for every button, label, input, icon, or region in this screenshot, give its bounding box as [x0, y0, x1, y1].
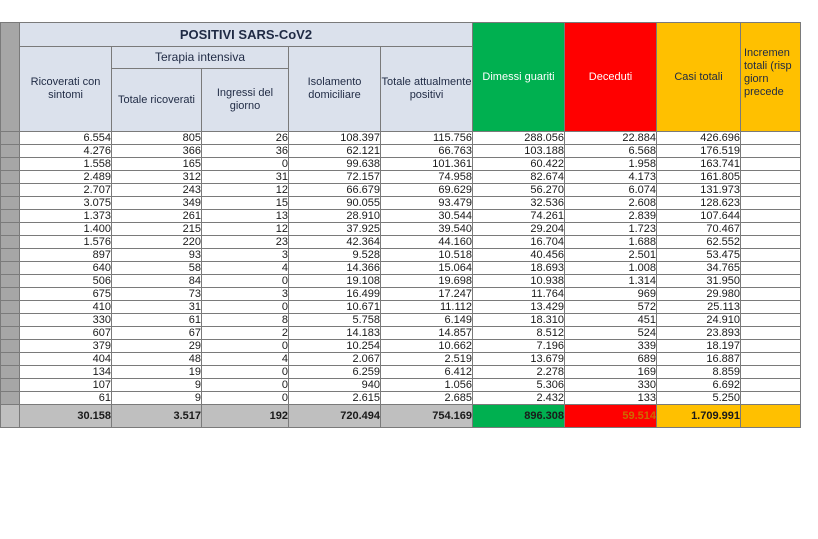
table-cell: 379: [20, 340, 112, 353]
table-cell-incremento: [741, 145, 801, 158]
table-cell: 4: [202, 262, 289, 275]
table-cell: 312: [112, 171, 202, 184]
table-cell: 13.679: [473, 353, 565, 366]
table-cell: 5.306: [473, 379, 565, 392]
table-cell: 451: [565, 314, 657, 327]
table-cell: 0: [202, 392, 289, 405]
table-cell: 18.197: [657, 340, 741, 353]
table-cell: 11.112: [381, 301, 473, 314]
table-cell: 82.674: [473, 171, 565, 184]
totals-cell: 720.494: [289, 405, 381, 428]
totals-cell: 1.709.991: [657, 405, 741, 428]
table-cell: 2.501: [565, 249, 657, 262]
table-cell-incremento: [741, 262, 801, 275]
row-stub: [1, 327, 20, 340]
table-cell: 2.839: [565, 210, 657, 223]
table-cell: 36: [202, 145, 289, 158]
table-row: [1, 236, 801, 249]
table-title: POSITIVI SARS-CoV2: [20, 23, 473, 47]
table-cell: 4.276: [20, 145, 112, 158]
table-cell: 115.756: [381, 132, 473, 145]
table-cell: 176.519: [657, 145, 741, 158]
table-cell: 103.188: [473, 145, 565, 158]
table-cell: 31: [202, 171, 289, 184]
table-cell: 524: [565, 327, 657, 340]
table-cell: 6.074: [565, 184, 657, 197]
table-cell: 26: [202, 132, 289, 145]
table-cell-incremento: [741, 379, 801, 392]
table-cell: 2.685: [381, 392, 473, 405]
table-row: [1, 275, 801, 288]
totals-cell: 192: [202, 405, 289, 428]
table-row: [1, 392, 801, 405]
table-cell: 31.950: [657, 275, 741, 288]
table-cell-incremento: [741, 197, 801, 210]
table-cell: 13: [202, 210, 289, 223]
table-cell: 66.679: [289, 184, 381, 197]
table-row: [1, 171, 801, 184]
table-cell: 9: [112, 379, 202, 392]
table-row: [1, 132, 801, 145]
table-row: [1, 314, 801, 327]
table-cell-incremento: [741, 171, 801, 184]
table-row: [1, 353, 801, 366]
row-stub: [1, 379, 20, 392]
table-cell-incremento: [741, 236, 801, 249]
table-cell: 131.973: [657, 184, 741, 197]
table-cell: 6.554: [20, 132, 112, 145]
table-cell: 62.552: [657, 236, 741, 249]
table-cell: 14.857: [381, 327, 473, 340]
table-cell: 6.568: [565, 145, 657, 158]
table-cell: 5.758: [289, 314, 381, 327]
table-row: [1, 210, 801, 223]
header-ricoverati-con-sintomi: Ricoverati con sintomi: [20, 47, 112, 132]
table-cell: 29.204: [473, 223, 565, 236]
table-row: [1, 223, 801, 236]
table-cell: 8.859: [657, 366, 741, 379]
table-cell: 72.157: [289, 171, 381, 184]
table-cell: 3: [202, 288, 289, 301]
table-row: [1, 197, 801, 210]
header-totale-attualmente-positivi: Totale attualmente positivi: [381, 47, 473, 132]
table-cell-incremento: [741, 366, 801, 379]
table-cell: 689: [565, 353, 657, 366]
table-cell: 18.693: [473, 262, 565, 275]
table-row: [1, 145, 801, 158]
table-row: [1, 340, 801, 353]
table-cell: 366: [112, 145, 202, 158]
table-cell: 133: [565, 392, 657, 405]
table-cell: 93.479: [381, 197, 473, 210]
table-row: [1, 327, 801, 340]
table-cell: 506: [20, 275, 112, 288]
table-cell: 0: [202, 366, 289, 379]
table-cell: 99.638: [289, 158, 381, 171]
table-cell: 607: [20, 327, 112, 340]
table-cell: 404: [20, 353, 112, 366]
table-cell: 5.250: [657, 392, 741, 405]
table-cell: 12: [202, 184, 289, 197]
covid-report-table-wrapper: [0, 22, 801, 428]
table-cell: 1.958: [565, 158, 657, 171]
table-cell: 1.723: [565, 223, 657, 236]
table-cell: 969: [565, 288, 657, 301]
table-cell: 61: [20, 392, 112, 405]
table-cell-incremento: [741, 132, 801, 145]
table-cell: 60.422: [473, 158, 565, 171]
table-cell: 349: [112, 197, 202, 210]
table-cell: 163.741: [657, 158, 741, 171]
table-cell: 44.160: [381, 236, 473, 249]
row-stub: [1, 184, 20, 197]
table-cell: 58: [112, 262, 202, 275]
table-cell: 8.512: [473, 327, 565, 340]
table-row: [1, 301, 801, 314]
totals-cell: 30.158: [20, 405, 112, 428]
table-cell: 18.310: [473, 314, 565, 327]
row-stub: [1, 236, 20, 249]
table-cell: 34.765: [657, 262, 741, 275]
table-cell-incremento: [741, 210, 801, 223]
header-casi-totali: Casi totali: [657, 23, 741, 132]
table-cell: 572: [565, 301, 657, 314]
table-cell-incremento: [741, 223, 801, 236]
table-cell: 22.884: [565, 132, 657, 145]
table-cell: 1.314: [565, 275, 657, 288]
table-cell: 330: [565, 379, 657, 392]
table-cell: 19.108: [289, 275, 381, 288]
table-cell-incremento: [741, 340, 801, 353]
table-cell: 67: [112, 327, 202, 340]
table-cell: 0: [202, 340, 289, 353]
table-cell: 288.056: [473, 132, 565, 145]
table-cell: 84: [112, 275, 202, 288]
table-cell: 6.692: [657, 379, 741, 392]
row-stub: [1, 353, 20, 366]
table-cell: 15: [202, 197, 289, 210]
table-cell: 53.475: [657, 249, 741, 262]
table-cell: 17.247: [381, 288, 473, 301]
table-cell: 1.400: [20, 223, 112, 236]
table-cell: 1.373: [20, 210, 112, 223]
table-cell: 1.008: [565, 262, 657, 275]
table-cell: 101.361: [381, 158, 473, 171]
row-stub: [1, 197, 20, 210]
table-cell: 2.519: [381, 353, 473, 366]
table-cell: 0: [202, 379, 289, 392]
table-cell: 61: [112, 314, 202, 327]
table-cell: 9: [112, 392, 202, 405]
table-cell: 1.056: [381, 379, 473, 392]
header-totale-ricoverati: Totale ricoverati: [112, 69, 202, 132]
row-stub: [1, 366, 20, 379]
row-stub: [1, 275, 20, 288]
table-cell: 66.763: [381, 145, 473, 158]
totals-cell: 59.514: [565, 405, 657, 428]
table-cell: 32.536: [473, 197, 565, 210]
header-incremento: Incremen totali (risp giorn precede: [741, 23, 801, 132]
table-cell: 24.910: [657, 314, 741, 327]
table-cell: 15.064: [381, 262, 473, 275]
header-dimessi-guariti: Dimessi guariti: [473, 23, 565, 132]
table-cell: 10.254: [289, 340, 381, 353]
row-stub: [1, 132, 20, 145]
table-cell: 62.121: [289, 145, 381, 158]
table-cell: 410: [20, 301, 112, 314]
table-cell: 19: [112, 366, 202, 379]
table-cell: 2.432: [473, 392, 565, 405]
table-cell: 339: [565, 340, 657, 353]
covid-report-table: [0, 22, 801, 428]
table-cell-incremento: [741, 301, 801, 314]
table-cell: 10.518: [381, 249, 473, 262]
table-cell-incremento: [741, 392, 801, 405]
table-cell: 6.259: [289, 366, 381, 379]
table-cell: 6.412: [381, 366, 473, 379]
table-cell: 16.499: [289, 288, 381, 301]
totals-row: [1, 405, 801, 428]
table-cell: 39.540: [381, 223, 473, 236]
table-cell: 2.489: [20, 171, 112, 184]
table-cell: 220: [112, 236, 202, 249]
table-cell: 2.067: [289, 353, 381, 366]
table-cell: 3: [202, 249, 289, 262]
row-stub: [1, 262, 20, 275]
row-stub: [1, 301, 20, 314]
table-cell: 93: [112, 249, 202, 262]
table-cell: 4: [202, 353, 289, 366]
row-stub: [1, 171, 20, 184]
row-stub: [1, 314, 20, 327]
table-cell: 14.183: [289, 327, 381, 340]
table-cell: 0: [202, 275, 289, 288]
table-cell: 7.196: [473, 340, 565, 353]
table-cell: 426.696: [657, 132, 741, 145]
header-isolamento-domiciliare: Isolamento domiciliare: [289, 47, 381, 132]
table-cell-incremento: [741, 158, 801, 171]
table-cell: 215: [112, 223, 202, 236]
table-cell: 19.698: [381, 275, 473, 288]
table-cell: 0: [202, 301, 289, 314]
row-stub: [1, 145, 20, 158]
table-row: [1, 158, 801, 171]
table-cell: 128.623: [657, 197, 741, 210]
table-cell: 31: [112, 301, 202, 314]
table-cell: 2.615: [289, 392, 381, 405]
table-cell: 30.544: [381, 210, 473, 223]
totals-cell: 896.308: [473, 405, 565, 428]
table-row: [1, 288, 801, 301]
table-row: [1, 366, 801, 379]
row-stub: [1, 392, 20, 405]
row-stub: [1, 210, 20, 223]
table-cell: 2.278: [473, 366, 565, 379]
table-cell: 9.528: [289, 249, 381, 262]
totals-cell: 754.169: [381, 405, 473, 428]
table-cell: 8: [202, 314, 289, 327]
table-cell: 70.467: [657, 223, 741, 236]
table-cell: 16.704: [473, 236, 565, 249]
table-row: [1, 249, 801, 262]
table-cell: 10.938: [473, 275, 565, 288]
table-cell: 165: [112, 158, 202, 171]
table-cell: 2: [202, 327, 289, 340]
table-cell-incremento: [741, 314, 801, 327]
table-cell: 12: [202, 223, 289, 236]
table-cell: 48: [112, 353, 202, 366]
table-cell: 3.075: [20, 197, 112, 210]
row-stub: [1, 223, 20, 236]
table-cell-incremento: [741, 275, 801, 288]
table-row: [1, 262, 801, 275]
table-cell-incremento: [741, 353, 801, 366]
table-cell: 261: [112, 210, 202, 223]
table-cell: 56.270: [473, 184, 565, 197]
table-cell: 675: [20, 288, 112, 301]
table-cell: 74.958: [381, 171, 473, 184]
table-cell: 4.173: [565, 171, 657, 184]
table-cell: 134: [20, 366, 112, 379]
row-stub: [1, 249, 20, 262]
table-cell-incremento: [741, 184, 801, 197]
table-cell: 107: [20, 379, 112, 392]
row-stub: [1, 158, 20, 171]
table-row: [1, 184, 801, 197]
table-body: [1, 132, 801, 428]
row-stub-header: [1, 23, 20, 132]
table-cell: 23.893: [657, 327, 741, 340]
table-cell: 640: [20, 262, 112, 275]
table-cell: 28.910: [289, 210, 381, 223]
table-cell: 6.149: [381, 314, 473, 327]
table-cell: 897: [20, 249, 112, 262]
table-cell: 169: [565, 366, 657, 379]
table-cell: 73: [112, 288, 202, 301]
table-cell: 805: [112, 132, 202, 145]
table-cell: 90.055: [289, 197, 381, 210]
table-cell-incremento: [741, 288, 801, 301]
table-cell: 29: [112, 340, 202, 353]
table-cell: 23: [202, 236, 289, 249]
table-cell: 330: [20, 314, 112, 327]
table-cell: 0: [202, 158, 289, 171]
table-cell: 107.644: [657, 210, 741, 223]
table-cell: 13.429: [473, 301, 565, 314]
table-cell: 10.671: [289, 301, 381, 314]
table-cell: 37.925: [289, 223, 381, 236]
row-stub: [1, 340, 20, 353]
table-cell: 74.261: [473, 210, 565, 223]
table-cell: 69.629: [381, 184, 473, 197]
table-row: [1, 379, 801, 392]
totals-cell-incremento: [741, 405, 801, 428]
header-ingressi-del-giorno: Ingressi del giorno: [202, 69, 289, 132]
table-cell: 161.805: [657, 171, 741, 184]
table-cell: 11.764: [473, 288, 565, 301]
table-cell: 14.366: [289, 262, 381, 275]
table-cell-incremento: [741, 327, 801, 340]
table-cell: 2.707: [20, 184, 112, 197]
table-cell: 16.887: [657, 353, 741, 366]
header-terapia-intensiva: Terapia intensiva: [112, 47, 289, 69]
table-cell: 243: [112, 184, 202, 197]
row-stub: [1, 288, 20, 301]
row-stub: [1, 405, 20, 428]
table-cell: 1.576: [20, 236, 112, 249]
table-cell: 108.397: [289, 132, 381, 145]
header-deceduti: Deceduti: [565, 23, 657, 132]
table-cell: 1.688: [565, 236, 657, 249]
totals-cell: 3.517: [112, 405, 202, 428]
table-cell: 40.456: [473, 249, 565, 262]
table-cell: 940: [289, 379, 381, 392]
table-cell: 29.980: [657, 288, 741, 301]
table-cell: 42.364: [289, 236, 381, 249]
table-cell: 25.113: [657, 301, 741, 314]
table-cell: 2.608: [565, 197, 657, 210]
table-cell-incremento: [741, 249, 801, 262]
table-cell: 1.558: [20, 158, 112, 171]
table-cell: 10.662: [381, 340, 473, 353]
